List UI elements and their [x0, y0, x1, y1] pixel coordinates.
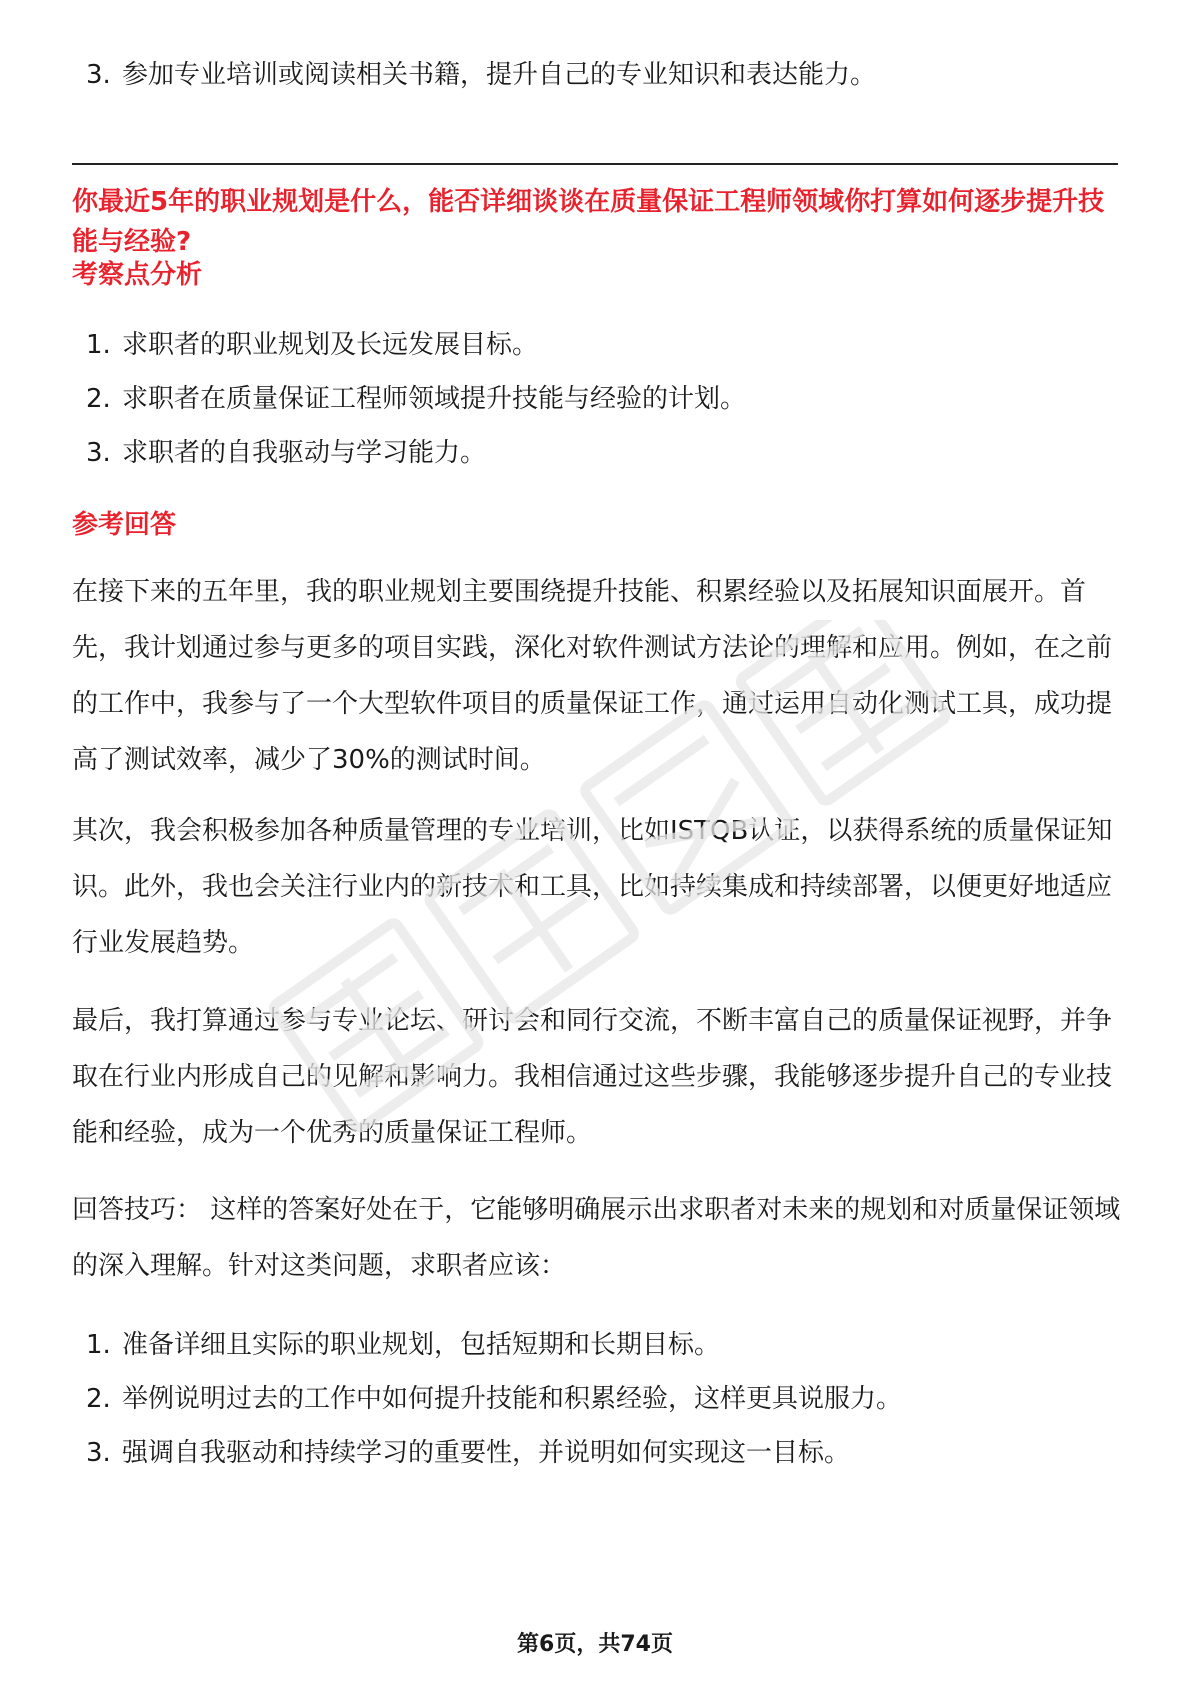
list-item: [86, 1328, 1106, 1362]
list-number: 1.: [86, 1330, 111, 1360]
answer-heading: 参考回答: [72, 510, 177, 540]
answer-paragraph: 最后，我打算通过参与专业论坛、研讨会和同行交流，不断丰富自己的质量保证视野，并争取在行业内形成自己的见解和影响力。我相信通过这些步骤，我能够逐步提升自己的专业技能和经验，成为一个优秀的质量保证工程师。: [72, 1006, 1113, 1148]
page-footer: 第6页，共74页: [517, 1632, 673, 1657]
section-divider: [72, 163, 1118, 165]
list-number: 3.: [86, 1438, 111, 1468]
tips-paragraph: 回答技巧： 这样的答案好处在于，它能够明确展示出求职者对未来的规划和对质量保证领域的深入理解。针对这类问题，求职者应该：: [72, 1195, 1121, 1281]
list-text: 准备详细且实际的职业规划，包括短期和长期目标。: [122, 1330, 721, 1360]
answer-paragraph: 其次，我会积极参加各种质量管理的专业培训，比如ISTQB认证，以获得系统的质量保证知识。此外，我也会关注行业内的新技术和工具，比如持续集成和持续部署，以便更好地适应行业发展趋势。: [72, 816, 1113, 958]
list-text: 举例说明过去的工作中如何提升技能和积累经验，这样更具说服力。: [122, 1384, 903, 1414]
list-text: 强调自我驱动和持续学习的重要性，并说明如何实现这一目标。: [122, 1438, 851, 1468]
answer-paragraph: 在接下来的五年里，我的职业规划主要围绕提升技能、积累经验以及拓展知识面展开。首先，我计划通过参与更多的项目实践，深化对软件测试方法论的理解和应用。例如，在之前的工作中，我参与了一个大型软件项目的质量保证工作，通过运用自动化测试工具，成功提高了测试效率，减少了30%的测试时间。: [72, 577, 1113, 775]
list-number: 2.: [86, 1384, 111, 1414]
list-number: 3.: [86, 438, 111, 468]
list-number: 3.: [86, 60, 111, 90]
list-item: [86, 436, 1106, 470]
list-number: 2.: [86, 384, 111, 414]
analysis-heading: 考察点分析: [72, 260, 203, 290]
question-title: 你最近5年的职业规划是什么，能否详细谈谈在质量保证工程师领域你打算如何逐步提升技能与经验?: [72, 187, 1105, 257]
list-item: [86, 1382, 1106, 1416]
list-item: [86, 382, 1106, 416]
list-text: 求职者的自我驱动与学习能力。: [122, 438, 487, 468]
list-text: 参加专业培训或阅读相关书籍，提升自己的专业知识和表达能力。: [122, 60, 877, 90]
list-number: 1.: [86, 330, 111, 360]
list-item: [86, 1436, 1106, 1470]
list-item: [86, 58, 1106, 92]
list-text: 求职者在质量保证工程师领域提升技能与经验的计划。: [122, 384, 747, 414]
list-item: [86, 328, 1106, 362]
list-text: 求职者的职业规划及长远发展目标。: [122, 330, 539, 360]
